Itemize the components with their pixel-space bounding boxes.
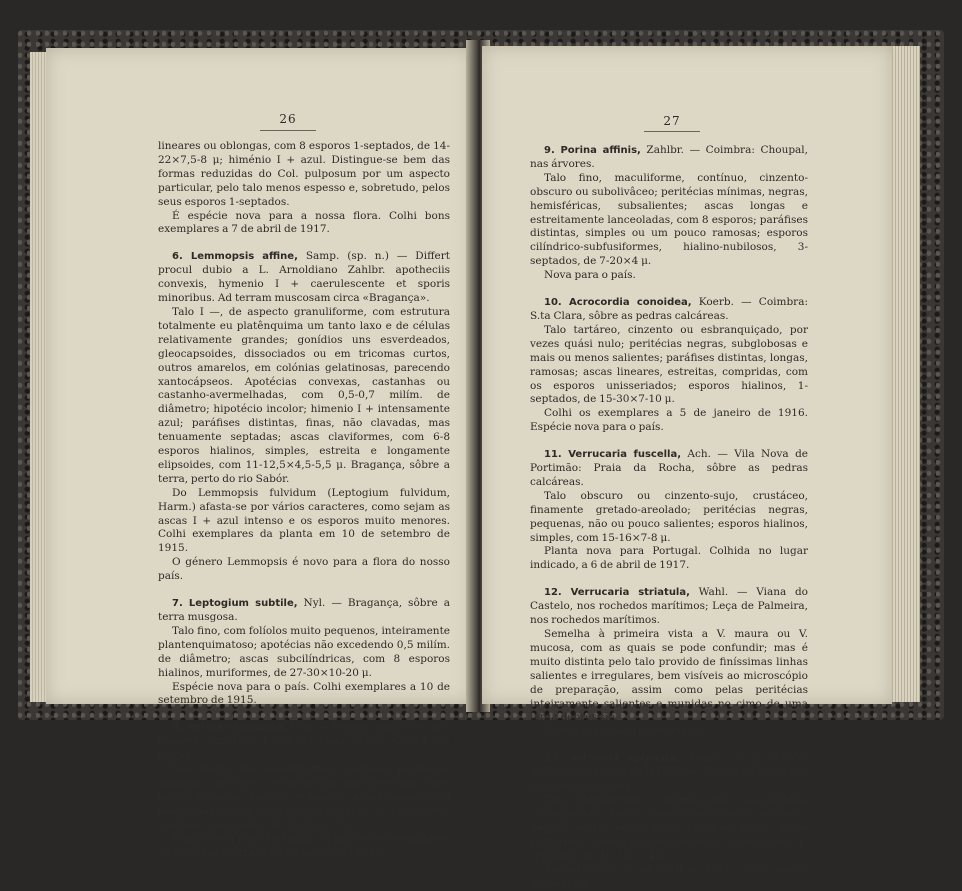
paragraph: Talo fino, com folíolos muito pequenos, inteiramente plantenquimatoso; apotécias não excedendo 0,5 milím. de diâmetro; ascas subcilíndricas, com 8 esporos hialinos, muriformes, de 27-30×10-20 μ. [158, 625, 450, 681]
heading-rest: Nyl. — Bragança, sôbre a terra musgosa. [158, 597, 450, 623]
paragraph: Talo subepidérmico, cinzento-sujo, com gonídios croolepoides; lirelas umas puntiformes, mínimas, negras, outras muito finas; paráfises nulas; ascas piriformes, com 8 esporos hialinos, cuneiformes, 1-septados, de 10-14×3-4 μ. [530, 794, 808, 864]
entry-gap [530, 283, 808, 296]
right-page [482, 46, 892, 704]
entry-heading [530, 144, 808, 172]
entry-gap [158, 584, 450, 597]
page-number: 26 [258, 112, 318, 126]
paragraph: Talo muito fino, maculiforme, contínuo; peritécias mínimas, salientes e subglobosas; paráfises finas, mas muito distintas, simples e longas; ascas lineares ou lanceoladas, com 8 esporos aciculares ou fusiformes, hialinos, 3-septados, de 20-35×2-5 μ. [158, 763, 450, 833]
species-name: 11. Verrucaria fuscella, [544, 449, 681, 460]
page-edges-right [890, 46, 920, 702]
species-name: 6. Lemmopsis affine, [172, 251, 298, 262]
entry-e12 [530, 586, 808, 739]
species-name: 8. Porina chlorotica, [172, 722, 287, 733]
species-name: 9. Porina affinis, [544, 145, 641, 156]
entry-heading [530, 586, 808, 628]
entry-e11 [530, 448, 808, 573]
species-name: 13. Arthonia epipasta, [544, 753, 680, 764]
entry-e9 [530, 144, 808, 283]
entry-heading [158, 597, 450, 625]
heading-rest: Ach. — Vila Nova de Portimão: Praia da Rocha, sôbre as pedras calcáreas. [530, 448, 808, 488]
left-page [46, 48, 472, 704]
species-name: 7. Leptogium subtile, [172, 598, 298, 609]
species-name: 10. Acrocordia conoidea, [544, 297, 692, 308]
entry-gap [530, 573, 808, 586]
entry-e6 [158, 250, 450, 584]
species-name: 12. Verrucaria striatula, [544, 587, 690, 598]
paragraph: Planta nova para Portugal. Colhida no lugar indicado, a 6 de abril de 1917. [530, 545, 808, 573]
paragraph: Talo obscuro ou cinzento-sujo, crustáceo, finamente gretado-areolado; peritécias negras, pequenas, não ou pouco salientes; esporos hialinos, simples, com 15-16×7-8 μ. [530, 490, 808, 546]
header-rule [260, 130, 316, 131]
header-rule [644, 131, 700, 132]
entry-heading [158, 250, 450, 306]
entry-gap [530, 739, 808, 752]
heading-rest: Koerb. in p. (1855); Arthonia minutula Nyl (1856) — Tomár, na casca lisa da Acácia bastarda. [530, 752, 808, 792]
paragraph: Semelha à primeira vista a V. maura ou V. mucosa, com as quais se pode confundir; mas é muito distinta pelo talo provido de finíssimas linhas salientes e irregulares, bem visíveis ao microscópio de preparação, assim como pelas peritécias inteiramente salientes e munidas no cimo de uma larga depressão. [530, 628, 808, 725]
heading-rest: Samp. (sp. n.) — Differt procul dubio a L. Arnoldiano Zahlbr. apotheciis convexis, hymenio I + caerulescente et sporis minoribus. Ad terram muscosam circa «Bragança». [158, 250, 450, 304]
paragraph: É espécie nova para a nossa flora. Colhi bons exemplares a 7 de abril de 1917. [158, 210, 450, 238]
paragraph: Talo tartáreo, cinzento ou esbranquiçado, por vezes quási nulo; peritécias negras, subglobosas e mais ou menos salientes; paráfises distintas, longas, ramosas; ascas lineares, estreitas, compridas, com os esporos unisseriados; esporos hialinos, 1-septados, de 15-30×7-10 μ. [530, 324, 808, 407]
heading-rest: Wahl. — Viana do Castelo, nos rochedos marítimos; Leça de Palmeira, nos rochedos marítimos. [530, 586, 808, 626]
entry-heading [158, 721, 450, 763]
paragraph: Nova para a flora portuguesa. [530, 725, 808, 739]
entry-heading [530, 752, 808, 794]
entry-e10 [530, 296, 808, 435]
entry-e8 [158, 721, 450, 860]
entry-e7 [158, 597, 450, 708]
paragraph: Talo I —, de aspecto granuliforme, com estrutura totalmente eu platênquima um tanto laxo e de células relativamente grandes; gonídios uns esverdeados, gleocapsoides, dissociados ou em tricomas curtos, outros amarelos, em colónias gelatinosas, parecendo xantocápseos. Apotécias convexas, castanhas ou castanho-avermelhadas, com 0,5-0,7 milím. de diâmetro; hipotécio incolor; himenio I + intensamente azul; paráfises distintas, finas, não clavadas, mas tenuamente septadas; ascas claviformes, com 6-8 esporos hialinos, simples, estreita e longamente elipsoides, com 11-12,5×4,5-5,5 μ. Bragança, sôbre a terra, perto do rio Sabór. [158, 306, 450, 487]
entry-e13 [530, 752, 808, 891]
entry-heading [530, 448, 808, 490]
entry-cont [158, 140, 450, 237]
entry-gap [158, 708, 450, 721]
paragraph: Colhi os exemplares a 5 de janeiro de 1916. Espécie nova para o país. [530, 407, 808, 435]
paragraph: Espécie nova para o país. Colhi exemplares a 10 de setembro de 1915. [158, 681, 450, 709]
heading-rest: Zahlbr. — Coimbra: Choupal, nas árvores. [530, 144, 808, 170]
entry-gap [158, 237, 450, 250]
heading-rest: Koerb. — Coimbra: S.ta Clara, sôbre as pedras calcáreas. [530, 296, 808, 322]
paragraph: Nova para o país. [530, 269, 808, 283]
entry-heading [530, 296, 808, 324]
paragraph: lineares ou oblongas, com 8 esporos 1-septados, de 14-22×7,5-8 μ; himénio I + azul. Distingue-se bem das formas reduzidas do Col. pulposum por um aspecto particular, pelo talo menos espesso e, sobretudo, pelos seus esporos 1-septados. [158, 140, 450, 210]
heading-rest: Wai. — Pedras graníticas, nos lugares sombrios: Ponte do Lima (Sá) e Cintra (na mata). [158, 721, 450, 761]
right-page-text [530, 144, 808, 891]
paragraph: O género Lemmopsis é novo para a flora do nosso país. [158, 556, 450, 584]
page-number: 27 [642, 114, 702, 128]
paragraph: Talo fino, maculiforme, contínuo, cinzento-obscuro ou subolivâceo; peritécias mínimas, negras, hemisféricas, subsalientes; ascas longas e estreitamente lanceoladas, com 8 esporos; paráfises distintas, simples ou um pouco ramosas; esporos cilíndrico-subfusiformes, hialino-nubilosos, 3-septados, de 7-20×4 μ. [530, 172, 808, 269]
paragraph: Planta nova para Portugal. Os primeiros exemplares colhi-os em Cintra, a 23 de agôsto de 1916. [158, 833, 450, 861]
paragraph: Encontrada a 25 de abril de 1916. Nova para a nossa flora. [530, 864, 808, 891]
paragraph: Do Lemmopsis fulvidum (Leptogium fulvidum, Harm.) afasta-se por vários caracteres, como sejam as ascas I + azul intenso e os esporos muito menores. Colhi exemplares da planta em 10 de setembro de 1915. [158, 487, 450, 557]
entry-gap [530, 435, 808, 448]
left-page-text [158, 140, 450, 860]
